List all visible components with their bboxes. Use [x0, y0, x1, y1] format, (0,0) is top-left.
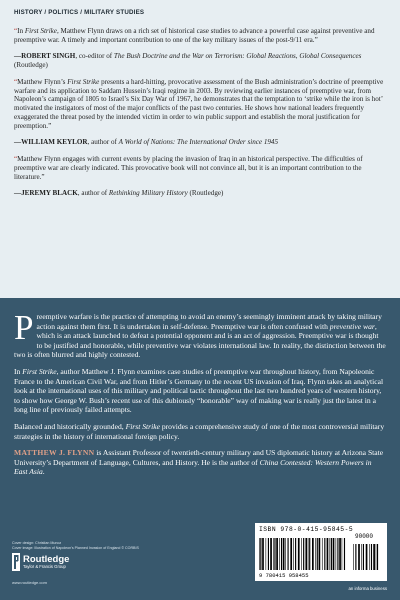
price-code: 90000 [355, 533, 374, 540]
description-paragraph-1-text: reemptive warfare is the practice of attempting to avoid an enemy’s seemingly imminent attack by taking military action against them first. It is undertaken in self-defense. Preemptive war is often confused with preventive war, which is an attack launched to defeat a potential opponent and is an act of aggression. Preemptive war is thought to be justified and honorable, while preventive war violates international law. In reality, the distinction between the two is often blurred and highly contested. [14, 312, 386, 360]
quote-1: “In First Strike, Matthew Flynn draws on a rich set of historical case studies to advance a powerful case against preventive and preemptive war. A timely and important contribution to one of the key military issues of the post-9/11 era.” [14, 27, 375, 44]
book-description [14, 308, 386, 484]
description-paragraph-1 [14, 308, 386, 360]
isbn: ISBN 978-0-415-95845-5 [259, 526, 354, 533]
routledge-logo-icon [12, 553, 20, 571]
drop-cap: P [14, 308, 34, 347]
quote-1-author: —ROBERT SINGH [14, 51, 76, 60]
review-panel [0, 0, 400, 298]
cover-image-credit: Cover image: Illustration of Napoleon’s Planned Invasion of England © CORBIS [12, 545, 139, 550]
cover-design-credit: Cover design: Christian Munoz [12, 541, 62, 545]
cover-footer [0, 526, 400, 600]
informa-tagline: an informa business [348, 586, 387, 591]
author-bio-text: is Assistant Professor of twentieth-century military and US diplomatic history at Arizona State University’s Department of Language, Cultures, and History. He is the author of China Contested: Western Powers in East Asia. [14, 448, 384, 477]
quote-3-author: —JEREMY BLACK [14, 188, 78, 197]
review-quotes [14, 27, 386, 206]
publisher-url: www.routledge.com [12, 580, 47, 585]
barcode-box [255, 523, 387, 581]
cover-credits [12, 541, 139, 550]
barcode-addon [353, 544, 383, 570]
description-paragraph-3: Balanced and historically grounded, First Strike provides a comprehensive study of one of the most controversial military strategies in the history of international foreign policy. [14, 421, 385, 441]
description-paragraph-2: In First Strike, author Matthew J. Flynn examines case studies of preemptive war throughout history, from Napoleonic France to the American Civil War, and from Hitler’s Germany to the recent US invasion of Iraq. Flynn takes an analytical look at the international uses of this military and political tactic throughout the last two hundred years of western history, to show how George W. Bush’s recent use of this dubiously “honorable” way of making war is really just the latest in a long line of previously failed attempts. [14, 366, 384, 415]
category-label: HISTORY / POLITICS / MILITARY STUDIES [14, 9, 145, 16]
author-name: MATTHEW J. FLYNN [14, 448, 95, 458]
publisher-name: Routledge [23, 554, 70, 565]
routledge-logo [12, 553, 82, 583]
barcode-main [259, 538, 349, 570]
quote-1-attribution [14, 52, 386, 70]
quote-1-source: , co-editor of The Bush Doctrine and the War on Terrorism: Global Reactions, Global Consequences (Routledge) [14, 51, 362, 69]
author-bio [14, 448, 386, 477]
quote-2-author: —WILLIAM KEYLOR [14, 138, 88, 147]
publisher-group: Taylor & Francis Group [23, 564, 66, 569]
barcode-digits: 9 780415 958455 [259, 572, 309, 579]
quote-2: “Matthew Flynn’s First Strike presents a hard-hitting, provocative assessment of the Bush administration’s doctrine of preemptive warfare and its application to Saddam Hussein’s Iraqi regime in 2003. By reviewing earlier instances of preemptive war, from Napoleon’s campaign of 1805 to Israel’s Six Day War of 1967, he demonstrates that the temptation to ‘strike while the iron is hot’ motivated the instigators of most of the major conflicts of the past two centuries. He shows how national leaders frequently exaggerated the threat posed by the intended victim in order to win public support and establish the moral justification for preemption.” [14, 77, 384, 131]
quote-3: “Matthew Flynn engages with current events by placing the invasion of Iraq in an historical perspective. The difficulties of preemptive war are clearly indicated. This provocative book will not convince all, but it is an important contribution to the literature.” [14, 154, 363, 181]
quote-2-source: , author of A World of Nations: The International Order since 1945 [87, 138, 279, 147]
quote-3-attribution [14, 189, 386, 198]
quote-3-source: , author of Rethinking Military History (Routledge) [77, 188, 224, 197]
quote-2-attribution [14, 138, 386, 147]
